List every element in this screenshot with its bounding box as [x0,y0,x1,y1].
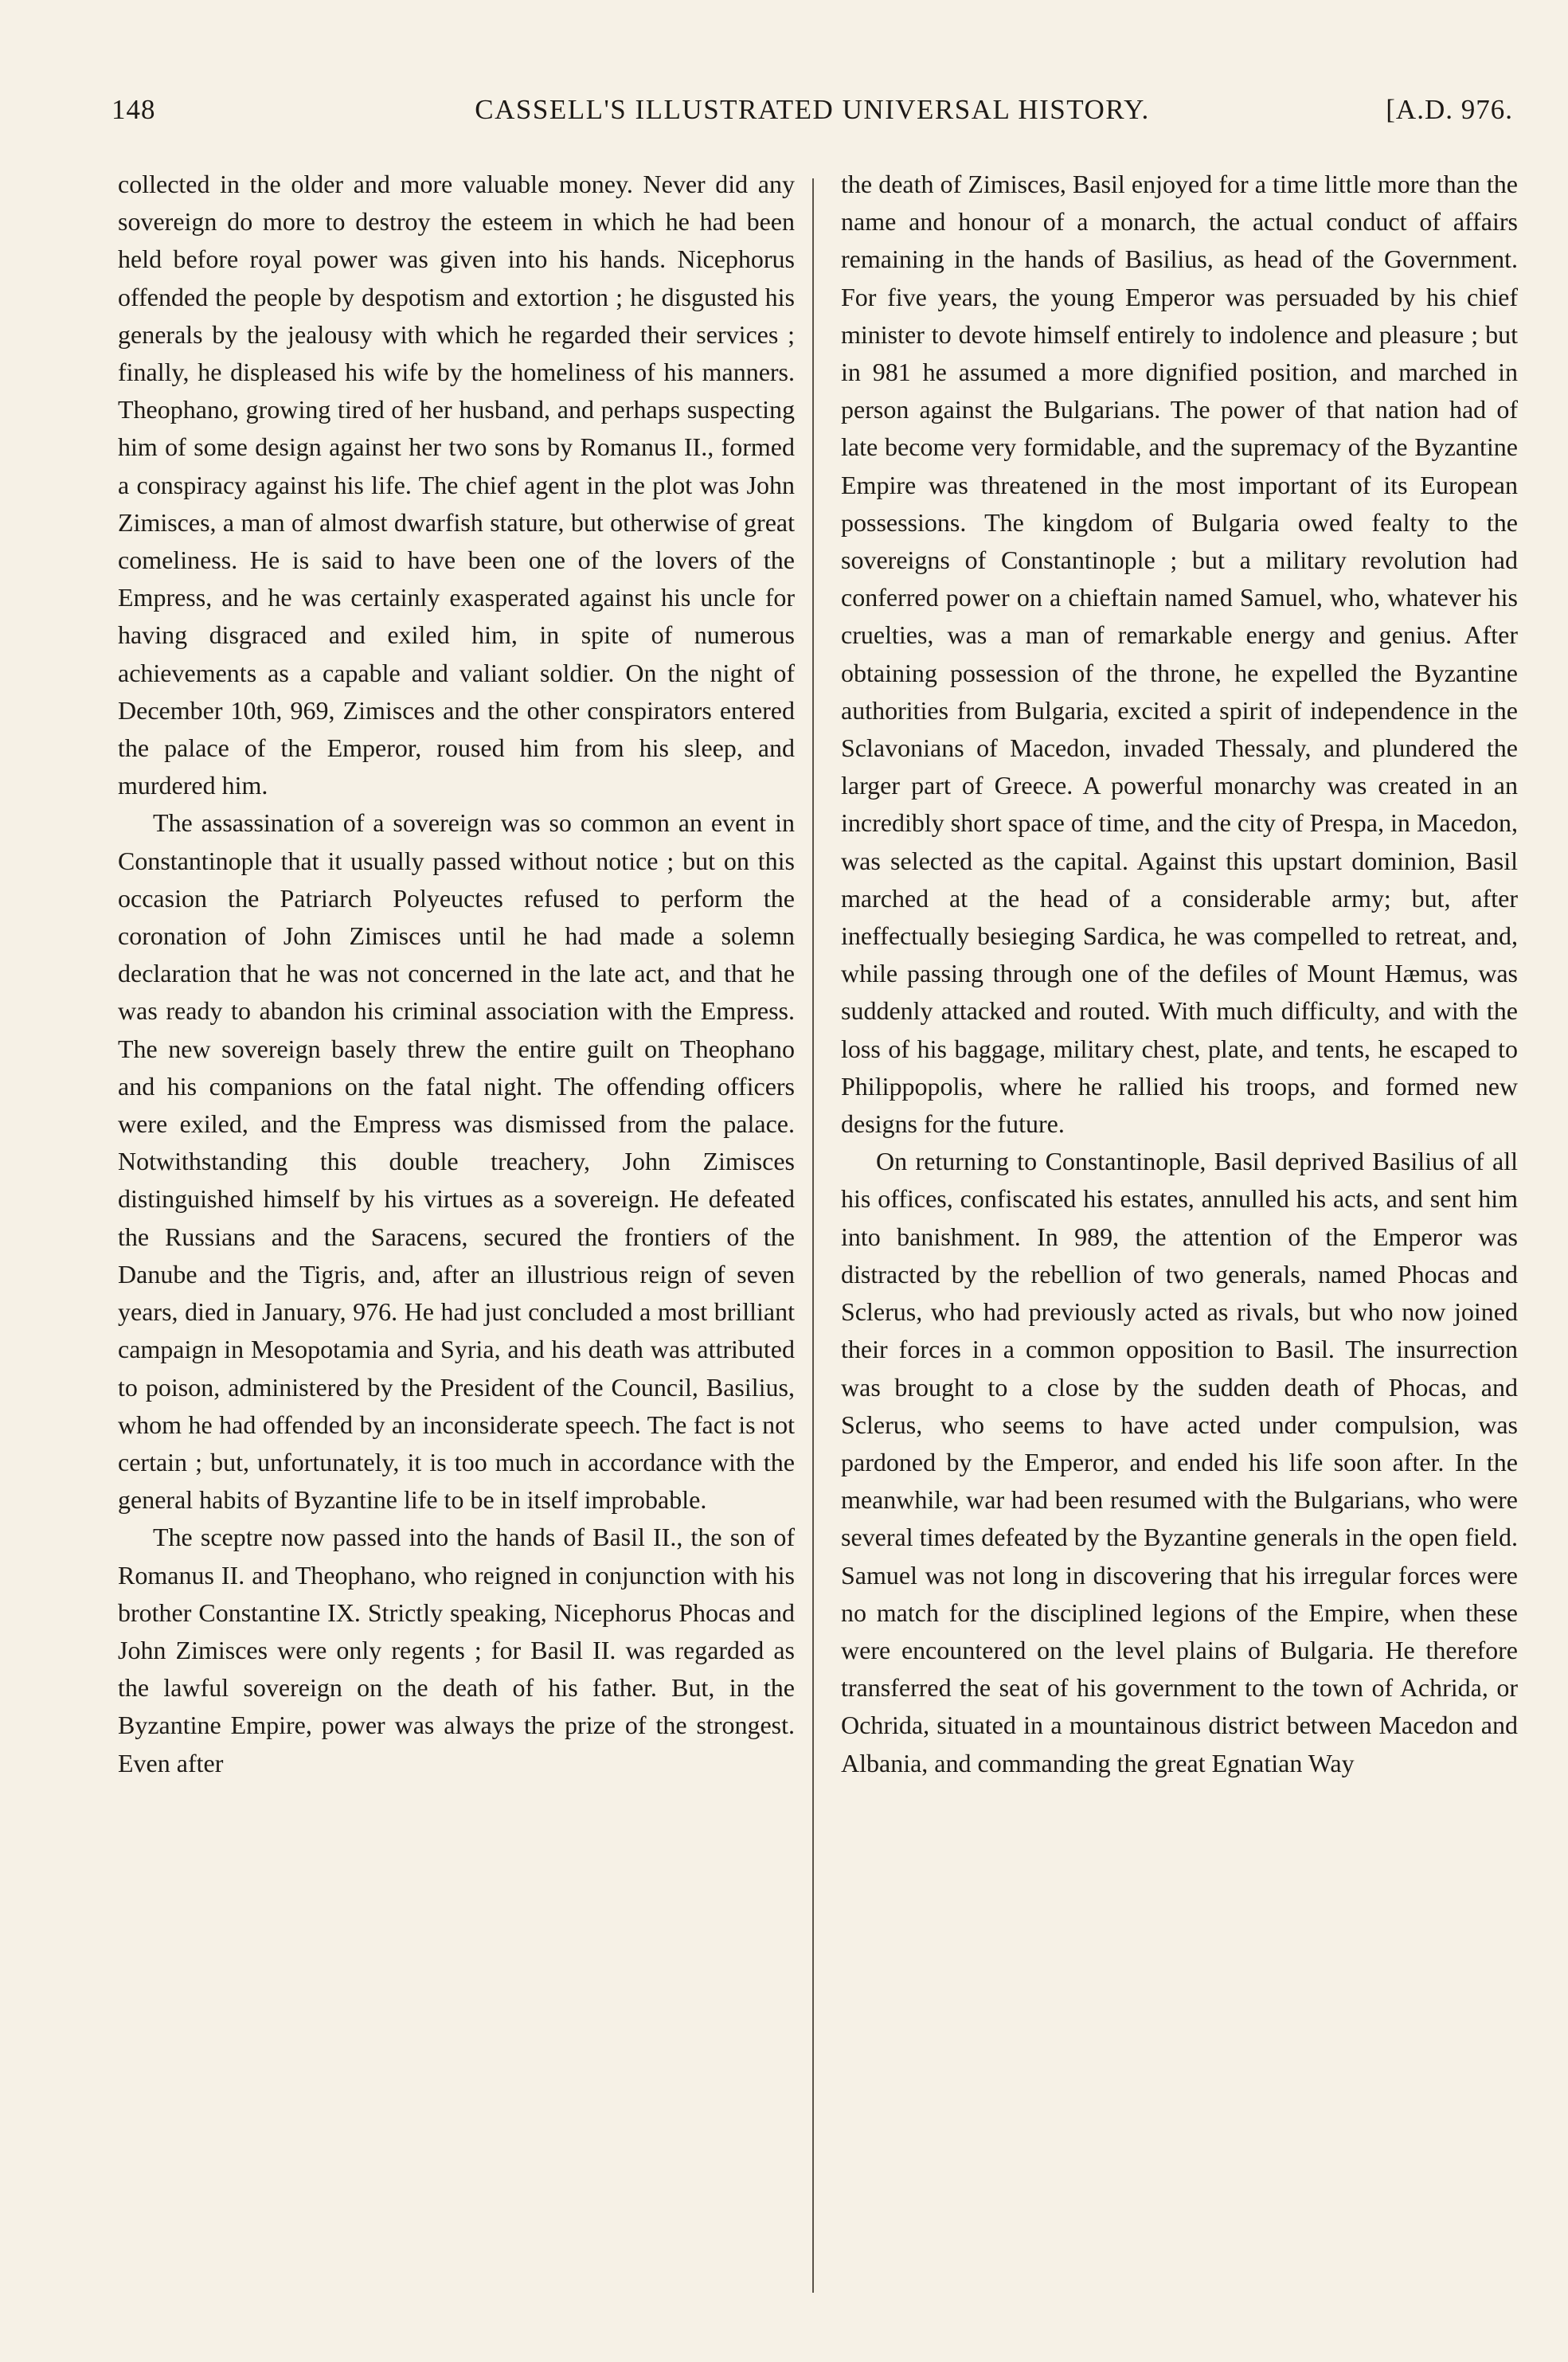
column-divider [812,178,814,2293]
paragraph: The sceptre now passed into the hands of Basil II., the son of Romanus II. and Theophano, who reigned in conjunction with his brother Constantine IX. Strictly speaking, Nicephorus Phocas and John Zimisces were only regents ; for Basil II. was regarded as the lawful sovereign on the death of his father. But, in the Byzantine Empire, power was always the prize of the strongest. Even after [118,1523,795,1777]
paragraph: collected in the older and more valuable money. Never did any sovereign do more to destroy the esteem in which he had been held before royal power was given into his hands. Nicephorus offended the people by despotism and extortion ; he disgusted his generals by the jealousy with which he regarded their services ; finally, he displeased his wife by the homeliness of his manners. Theophano, growing tired of her husband, and perhaps suspecting him of some design against her two sons by Romanus II., formed a conspiracy against his life. The chief agent in the plot was John Zimisces, a man of almost dwarfish stature, but otherwise of great comeliness. He is said to have been one of the lovers of the Empress, and he was certainly exasperated against his uncle for having disgraced and exiled him, in spite of numerous achievements as a capable and valiant soldier. On the night of December 10th, 969, Zimisces and the other conspirators entered the palace of the Emperor, roused him from his sleep, and murdered him. [118,170,795,800]
paragraph: the death of Zimisces, Basil enjoyed for a time little more than the name and honour of a monarch, the actual conduct of affairs remaining in the hands of Basilius, as head of the Government. For five years, the young Emperor was persuaded by his chief minister to devote himself entirely to indolence and pleasure ; but in 981 he assumed a more dignified position, and marched in person against the Bulgarians. The power of that nation had of late become very formidable, and the supremacy of the Byzantine Empire was threatened in the most important of its European possessions. The kingdom of Bulgaria owed fealty to the sovereigns of Constantinople ; but a military revolution had conferred power on a chieftain named Samuel, who, whatever his cruelties, was a man of remarkable energy and genius. After obtaining possession of the throne, he expelled the Byzantine authorities from Bulgaria, excited a spirit of independence in the Sclavonians of Macedon, invaded Thessaly, and plundered the larger part of Greece. A powerful monarchy was created in an incredibly short space of time, and the city of Prespa, in Macedon, was selected as the capital. Against this upstart dominion, Basil marched at the head of a considerable army; but, after ineffectually besieging Sardica, he was compelled to retreat, and, while passing through one of the defiles of Mount Hæmus, was suddenly attacked and routed. With much difficulty, and with the loss of his baggage, military chest, plate, and tents, he escaped to Philippopolis, where he rallied his troops, and formed new designs for the future. [841,170,1518,1139]
paragraph: The assassination of a sovereign was so common an event in Constantinople that it usually passed without notice ; but on this occasion the Patriarch Polyeuctes refused to perform the coronation of John Zimisces until he had made a solemn declaration that he was not concerned in the late act, and that he was ready to abandon his criminal association with the Empress. The new sovereign basely threw the entire guilt on Theophano and his companions on the fatal night. The offending officers were exiled, and the Empress was dismissed from the palace. Notwithstanding this double treachery, John Zimisces distinguished himself by his virtues as a sovereign. He defeated the Russians and the Saracens, secured the frontiers of the Danube and the Tigris, and, after an illustrious reign of seven years, died in January, 976. He had just concluded a most brilliant campaign in Mesopotamia and Syria, and his death was attributed to poison, administered by the President of the Council, Basilius, whom he had offended by an inconsiderate speech. The fact is not certain ; but, unfortunately, it is too much in accordance with the general habits of Byzantine life to be in itself improbable. [118,808,795,1515]
left-column [118,166,795,1782]
right-column [841,166,1518,1782]
header-date: [A.D. 976. [1386,94,1513,125]
paragraph: On returning to Constantinople, Basil deprived Basilius of all his offices, confiscated his estates, annulled his acts, and sent him into banishment. In 989, the attention of the Emperor was distracted by the rebellion of two generals, named Phocas and Sclerus, who had previously acted as rivals, but who now joined their forces in a common opposition to Basil. The insurrection was brought to a close by the sudden death of Phocas, and Sclerus, who seems to have acted under compulsion, was pardoned by the Emperor, and ended his life soon after. In the meanwhile, war had been resumed with the Bulgarians, who were several times defeated by the Byzantine generals in the open field. Samuel was not long in discovering that his irregular forces were no match for the disciplined legions of the Empire, when these were encountered on the level plains of Bulgaria. He therefore transferred the seat of his government to the town of Achrida, or Ochrida, situated in a mountainous district between Macedon and Albania, and commanding the great Egnatian Way [841,1147,1518,1777]
running-title: CASSELL'S ILLUSTRATED UNIVERSAL HISTORY. [475,94,1150,125]
page-number: 148 [111,94,156,125]
page-header [111,94,1513,129]
